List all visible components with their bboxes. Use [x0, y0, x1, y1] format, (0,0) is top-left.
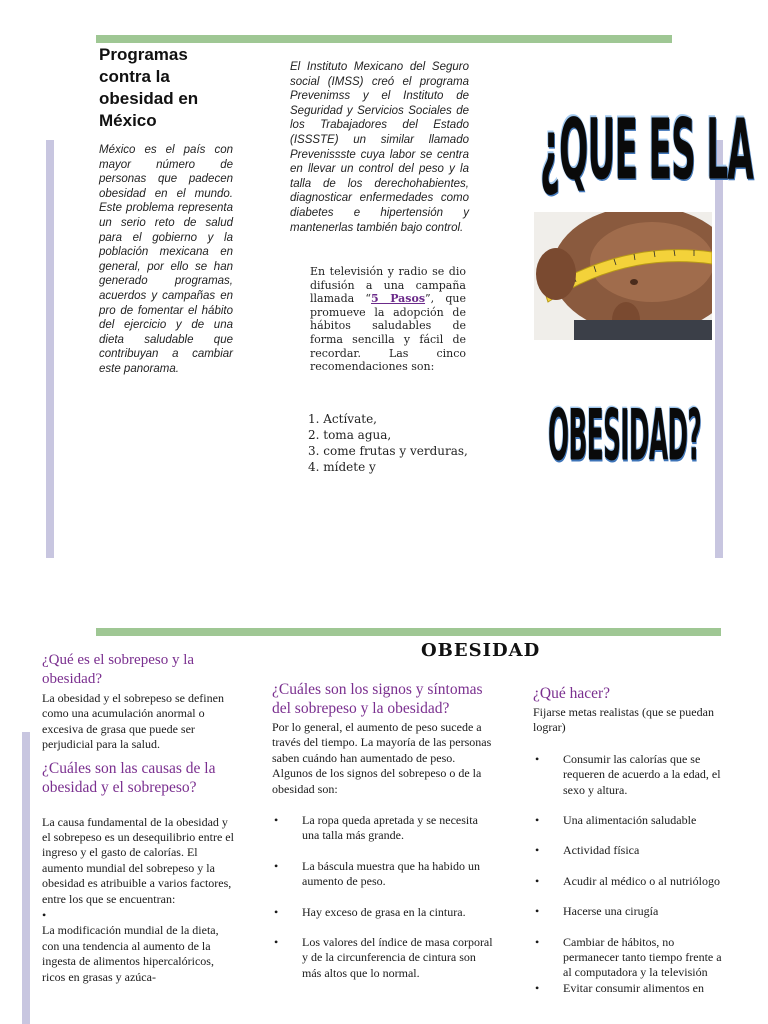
action-item: • Una alimentación saludable — [533, 813, 723, 828]
symptom-item: • Los valores del índice de masa corporal y de la circunferencia de cintura son más altos que lo normal. — [272, 935, 494, 981]
symptoms-paragraph: Por lo general, el aumento de peso sucede a través del tiempo. La mayoría de las personas saben cuándo han aumentado de peso. Algunos de los signos del sobrepeso o de la obesidad son: — [272, 720, 492, 796]
overweight-definition: La obesidad y el sobrepeso se definen como una acumulación anormal o excesiva de grasa que puede ser perjudicial para la salud. — [42, 691, 224, 752]
campaign-text-pre: En televisión y radio se dio difusión a una campaña llamada “ — [310, 265, 466, 306]
action-item: • Consumir las calorías que se requeren de acuerdo a la edad, el sexo y altura. — [533, 752, 723, 798]
right-lavender-bar — [715, 140, 723, 558]
question-what-to-do: ¿Qué hacer? — [533, 685, 611, 702]
obesidad-heading: OBESIDAD — [421, 640, 541, 661]
question-symptoms: ¿Cuáles son los signos y síntomas del sobrepeso y la obesidad? — [272, 681, 483, 717]
symptom-item: • La ropa queda apretada y se necesita una talla más grande. — [272, 813, 494, 844]
bottom-left-lavender-bar — [22, 732, 30, 1024]
symptom-item: • La báscula muestra que ha habido un aumento de peso. — [272, 859, 494, 890]
goals-paragraph: Fijarse metas realistas (que se puedan lograr) — [533, 705, 714, 735]
column-3 — [533, 684, 723, 1011]
step-item: 2. toma agua, — [308, 428, 392, 442]
five-steps-link[interactable]: 5 Pasos — [371, 292, 426, 306]
programs-title: Programas contra la obesidad en México — [99, 45, 199, 130]
campaign-paragraph — [310, 265, 466, 374]
diet-change-paragraph: La modificación mundial de la dieta, con una tendencia al aumento de la ingesta de alimentos hipercalóricos, ricos en grasas y azúca- — [42, 923, 219, 984]
symptoms-list — [272, 813, 494, 981]
poster-question-line1: ¿QUE ES LA — [540, 102, 754, 200]
top-green-rule — [96, 35, 672, 43]
action-item: • Actividad física — [533, 843, 723, 858]
imss-paragraph: El Instituto Mexicano del Seguro social (IMSS) creó el programa Prevenimss y el Instituto de Seguridad y Servicios Sociales de los Trabajadores del Estado (ISSSTE) un similar llamado Prevenissste cuya labor se centra en llevar un control del peso y la talla de los derechohabientes, diagnosticar enfermedades como diabetes e hipertensión y mantenerlas también bajo control. — [290, 61, 469, 234]
five-steps-list — [308, 411, 488, 475]
step-item: 3. come frutas y verduras, — [308, 444, 468, 458]
middle-green-rule — [96, 628, 721, 636]
actions-list — [533, 752, 723, 996]
step-item: 1. Actívate, — [308, 412, 377, 426]
action-item: • Evitar consumir alimentos en — [533, 981, 723, 996]
action-item: • Hacerse una cirugía — [533, 904, 723, 919]
causes-bullet: • — [42, 908, 47, 923]
poster-question-line2: OBESIDAD? — [548, 396, 702, 477]
column-1 — [42, 651, 234, 985]
action-item: • Cambiar de hábitos, no permanecer tanto tiempo frente a al computadora y la televisión — [533, 935, 723, 981]
step-item: 4. mídete y — [308, 460, 376, 474]
question-overweight: ¿Qué es el sobrepeso y la obesidad? — [42, 652, 195, 687]
action-item: • Acudir al médico o al nutriólogo — [533, 874, 723, 889]
causes-paragraph: La causa fundamental de la obesidad y el sobrepeso es un desequilibrio entre el ingreso y el gasto de calorías. El aumento mundial del sobrepeso y la obesidad es atribuible a varios factores, entre los que se encuentran: — [42, 814, 234, 906]
belly-measuring-photo — [534, 212, 712, 340]
belly-measuring-illustration — [534, 212, 712, 340]
left-lavender-bar — [46, 140, 54, 558]
intro-paragraph: México es el país con mayor número de personas que padecen obesidad en el mundo. Este problema representa un serio reto de salud para el gobierno y la población mexicana en general, por ello se han generado programas, acuerdos y campañas en pro de fomentar el hábito del ejercicio y de una dieta saludable que contribuyan a cambiar este panorama. — [99, 144, 233, 375]
question-causes: ¿Cuáles son las causas de la obesidad y el sobrepeso? — [42, 759, 216, 796]
column-2 — [272, 680, 494, 996]
campaign-text-post: ”, que promueve la adopción de hábitos saludables de forma sencilla y fácil de recordar. Las cinco recomendaciones son: — [310, 292, 466, 374]
symptom-item: • Hay exceso de grasa en la cintura. — [272, 905, 494, 920]
